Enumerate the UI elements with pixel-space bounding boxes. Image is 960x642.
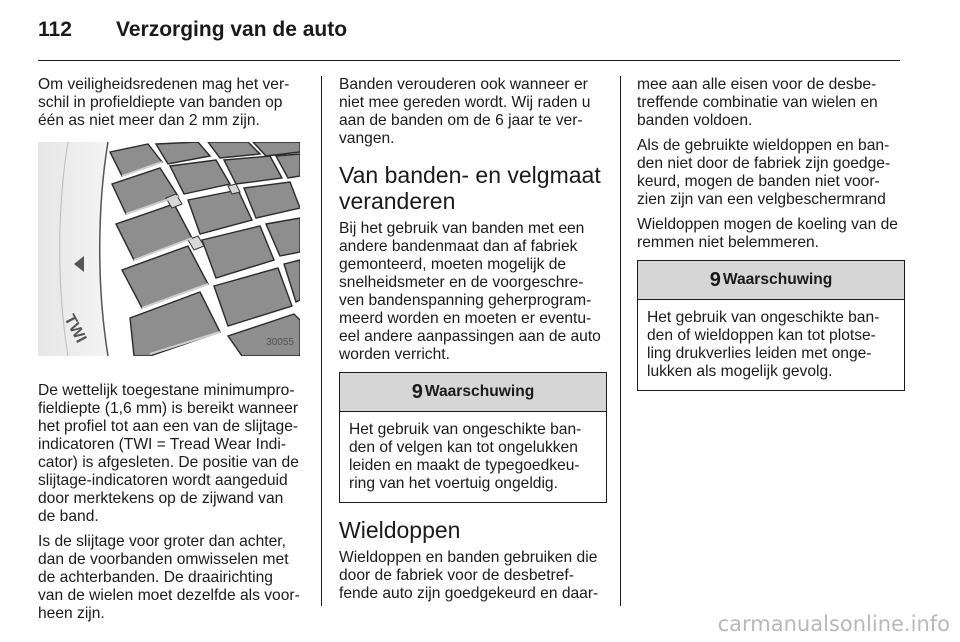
warning-box [637,260,905,391]
column-divider [321,76,322,606]
tire-tread-drawing [38,142,300,356]
paragraph-wheel-covers: Wieldoppen en banden gebruiken die door de fabriek voor de desbetref- fende auto zijn goedgekeurd en daar- [339,549,599,602]
warning-text: Het gebruik van ongeschikte ban- den of wieldoppen kan tot plotse- ling drukverlies leiden met onge- lukken als mogelijk gevolg. [647,309,880,380]
paragraph-tread-difference: Om veiligheidsredenen mag het ver- schil in profieldiepte van banden op één as niet meer dan 2 mm zijn. [38,76,290,129]
column-2 [339,76,607,610]
paragraph-minimum-tread-depth: De wettelijk toegestane minimumpro- fieldiepte (1,6 mm) is bereikt wanneer het profiel tot aan een van de slijtage- indicatoren (TWI = Tread Wear Indi- cator) is afgesleten. De positie van de slijtage-indicatoren wordt aangeduid door merktekens op de zijwand van de band. [38,382,299,525]
paragraph-tire-rotation: Is de slijtage voor groter dan achter, dan de voorbanden omwisselen met de achterbanden. De draairichting van de wielen moet dezelfde als voor- heen zijn. [38,533,300,622]
paragraph-unapproved-covers: Als de gebruikte wieldoppen en ban- den niet door de fabriek zijn goedge- keurd, mogen de banden niet voor- zien zijn van een velgbeschermrand [637,137,891,208]
section-heading-wheel-covers: Wieldoppen [339,517,461,543]
paragraph-brake-cooling: Wieldoppen mogen de koeling van de remmen niet belemmeren. [637,216,898,251]
page-number: 112 [38,18,72,41]
column-3 [637,76,905,405]
page-header [38,18,347,48]
page-title: Verzorging van de auto [116,18,348,41]
warning-title: Waarschuwing [424,383,535,400]
warning-box [339,372,607,503]
warning-header [638,261,904,300]
column-1 [38,76,306,630]
section-heading-size-change: Van banden- en velgmaat veranderen [339,162,601,214]
watermark: carmanualsonline.info [717,612,950,636]
warning-title: Waarschuwing [722,271,833,288]
warning-icon: 9 [709,269,721,291]
header-rule [38,60,900,61]
figure-number: 30055 [266,337,294,348]
warning-header [340,373,606,412]
paragraph-wheel-covers-continued: mee aan alle eisen voor de desbe- treffende combinatie van wielen en banden voldoen. [637,76,878,129]
paragraph-tire-aging: Banden verouderen ook wanneer er niet mee gereden wordt. Wij raden u aan de banden om de 6 jaar te ver- vangen. [339,76,591,147]
tire-tread-illustration [38,142,300,356]
column-divider [620,76,621,606]
twi-label: TWI [60,311,90,346]
warning-text: Het gebruik van ongeschikte ban- den of velgen kan tot ongelukken leiden en maakt de typegoedkeu- ring van het voertuig ongeldig. [349,421,582,492]
warning-icon: 9 [411,381,423,403]
paragraph-size-change: Bij het gebruik van banden met een andere bandenmaat dan af fabriek gemonteerd, moeten mogelijk de snelheidsmeter en de voorgeschre- ven bandenspanning geherprogram- meerd worden en moeten er eventu- eel andere aanpassingen aan de auto worden verricht. [339,220,601,363]
